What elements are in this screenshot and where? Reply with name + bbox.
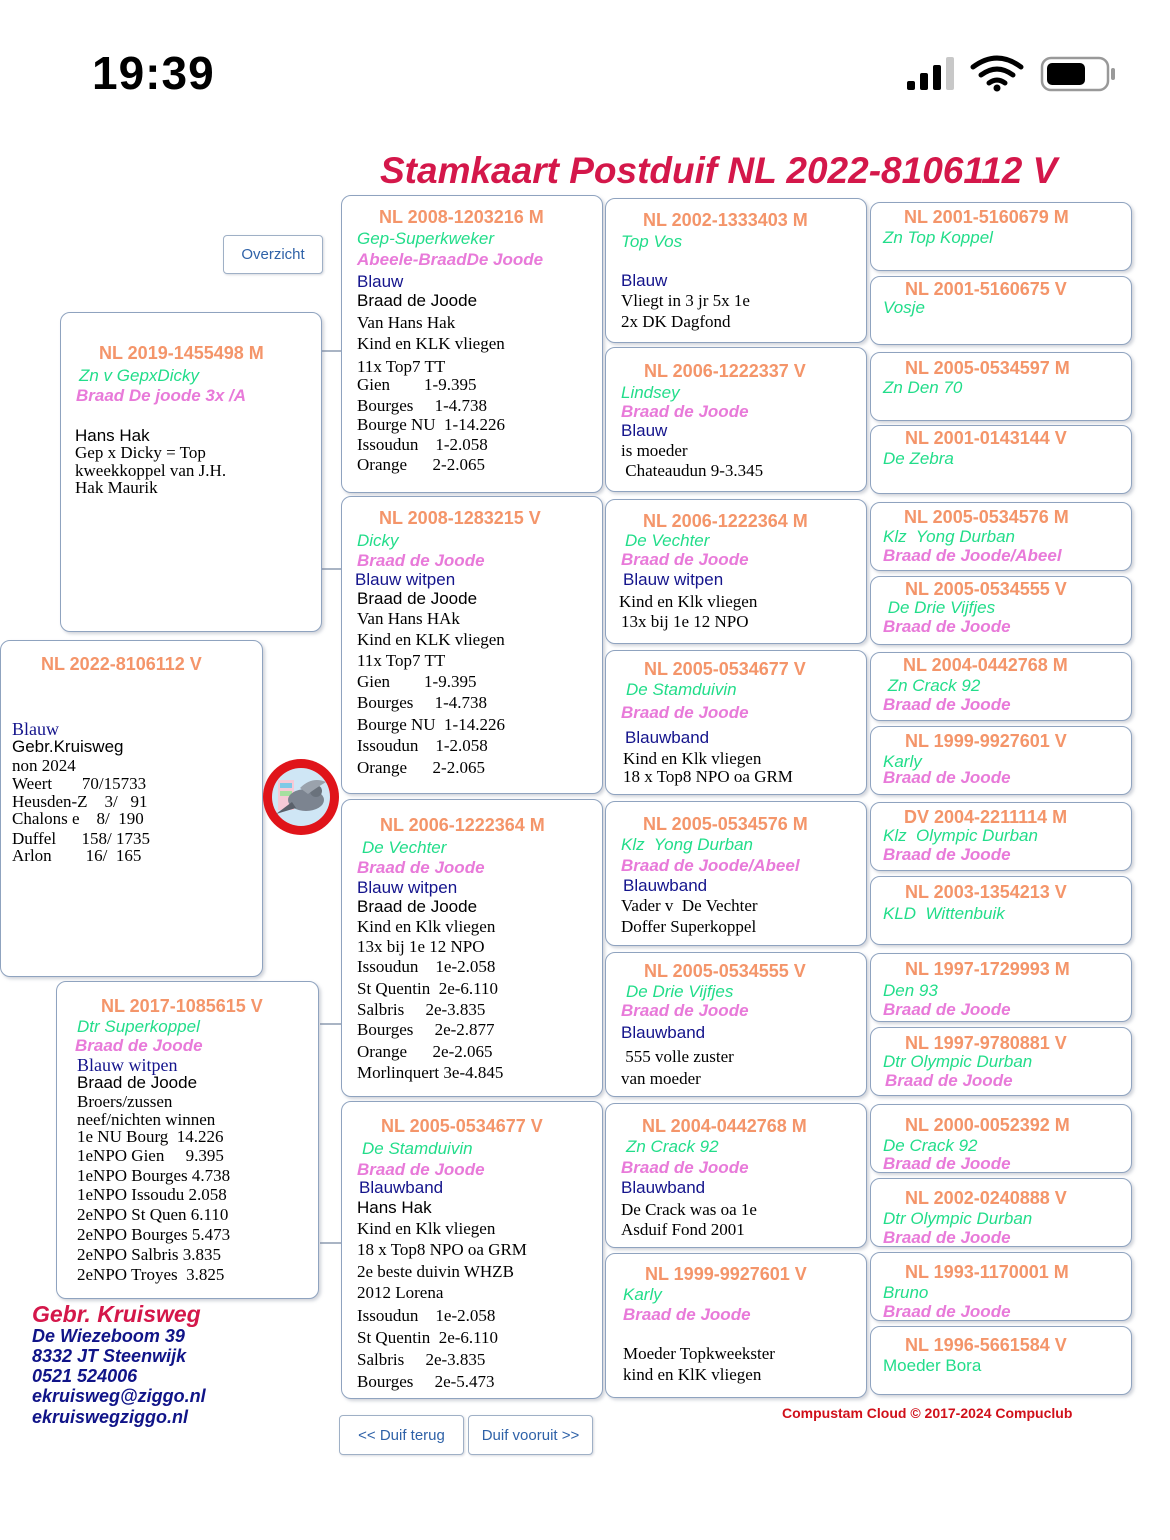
info-line: Duffel 158/ 1735 [12, 829, 151, 848]
info-line: 555 volle zuster [621, 1047, 734, 1066]
ring-number: NL 2002-0240888 V [905, 1188, 1067, 1208]
great-grandparent-card[interactable] [605, 952, 867, 1097]
pigeon-color: Blauwband [625, 728, 710, 747]
pigeon-name: Gep-Superkweker [357, 229, 495, 248]
pigeon-breeder: Braad de Joode [357, 858, 485, 877]
great-great-grandparent-card[interactable] [870, 876, 1132, 945]
great-grandparent-card[interactable] [605, 801, 867, 946]
great-great-grandparent-card[interactable] [870, 1326, 1132, 1395]
battery-icon [1042, 58, 1115, 90]
info-line: 2012 Lorena [357, 1283, 444, 1302]
info-line: Bourges 2e-5.473 [357, 1372, 495, 1391]
info-line: 11x Top7 TT [357, 651, 446, 670]
ring-number: NL 1997-9780881 V [905, 1033, 1067, 1053]
great-great-grandparent-card[interactable] [870, 1104, 1132, 1173]
info-line: Kind en Klk vliegen [623, 749, 762, 768]
great-great-grandparent-card[interactable] [870, 202, 1132, 271]
pigeon-breeder: Braad de Joode [885, 1071, 1013, 1090]
info-line: kweekkoppel van J.H. [75, 461, 227, 480]
pigeon-color: Blauw witpen [355, 570, 456, 589]
great-grandparent-card[interactable] [605, 650, 867, 795]
info-line: 1eNPO Issoudu 2.058 [77, 1185, 227, 1204]
info-line: Bourges 2e-2.877 [357, 1020, 495, 1039]
pigeon-name: De Stamduivin [626, 680, 737, 699]
pigeon-breeder: Braad de Joode/Abeel [883, 546, 1062, 565]
info-line: neef/nichten winnen [77, 1110, 216, 1129]
info-line: Issoudun 1e-2.058 [357, 957, 496, 976]
ring-number: NL 2008-1203216 M [379, 207, 544, 227]
pigeon-owner: Braad de Joode [357, 291, 478, 310]
info-line: Morlinquert 3e-4.845 [357, 1063, 504, 1082]
pigeon-owner: Braad de Joode [357, 589, 478, 608]
ring-number: NL 2005-0534555 V [644, 961, 806, 981]
ring-number: NL 2008-1283215 V [379, 508, 541, 528]
pigeon-name: Klz Yong Durban [883, 527, 1015, 546]
owner-street: De Wiezeboom 39 [32, 1326, 185, 1346]
info-line: 13x bij 1e 12 NPO [357, 937, 485, 956]
ring-number: NL 2002-1333403 M [643, 210, 808, 230]
grandparent-card[interactable] [341, 1101, 603, 1399]
info-line: 2eNPO Salbris 3.835 [77, 1245, 222, 1264]
status-time: 19:39 [92, 47, 215, 99]
ring-number: NL 2019-1455498 M [99, 343, 264, 363]
ring-number: NL 2006-1222364 M [380, 815, 545, 835]
pigeon-color: Blauw [621, 421, 668, 440]
info-line: Salbris 2e-3.835 [357, 1350, 486, 1369]
pigeon-owner: Braad de Joode [77, 1073, 198, 1092]
great-great-grandparent-card[interactable] [870, 953, 1132, 1022]
info-line: Kind en Klk vliegen [619, 592, 758, 611]
info-line: Gep x Dicky = Top [75, 443, 206, 462]
pigeon-color: Blauw [12, 719, 59, 739]
info-line: kind en KlK vliegen [623, 1365, 762, 1384]
info-line: Vader v De Vechter [621, 896, 758, 915]
pigeon-color: Blauwband [359, 1178, 444, 1197]
info-line: St Quentin 2e-6.110 [357, 979, 499, 998]
ring-number: NL 2001-0143144 V [905, 428, 1067, 448]
pigeon-name: Karly [623, 1285, 662, 1304]
ring-number: DV 2004-2211114 M [904, 807, 1068, 827]
pigeon-breeder: Braad de Joode [621, 550, 749, 569]
info-line: non 2024 [12, 756, 76, 775]
pigeon-breeder: Braad de Joode [883, 1154, 1011, 1173]
info-line: 2eNPO St Quen 6.110 [77, 1205, 229, 1224]
great-great-grandparent-card[interactable] [870, 726, 1132, 795]
info-line: Gien 1-9.395 [357, 375, 477, 394]
pigeon-breeder: Abeele-BraadDe Joode [357, 250, 544, 269]
status-icons [905, 55, 1120, 95]
pigeon-name: Dicky [357, 531, 399, 550]
pigeon-breeder: Braad de Joode [621, 703, 749, 722]
ring-number: NL 2001-5160675 V [905, 279, 1067, 299]
pigeon-name: Dtr Olympic Durban [883, 1052, 1033, 1071]
overview-button[interactable]: Overzicht [223, 235, 323, 274]
ring-number: NL 2006-1222337 V [644, 361, 806, 381]
great-great-grandparent-card[interactable] [870, 1027, 1132, 1096]
pigeon-name: Dtr Olympic Durban [883, 1209, 1033, 1228]
next-pigeon-button[interactable]: Duif vooruit >> [468, 1415, 593, 1455]
ring-number: NL 2004-0442768 M [642, 1116, 807, 1136]
info-line: 1eNPO Bourges 4.738 [77, 1166, 231, 1185]
info-line: Arlon 16/ 165 [12, 846, 142, 865]
pigeon-breeder: Braad de Joode [883, 695, 1011, 714]
pigeon-breeder: Braad de Joode [883, 617, 1011, 636]
info-line: Orange 2-2.065 [357, 455, 485, 474]
compustam-cloud-pigeon-logo [262, 758, 340, 836]
info-line: Vliegt in 3 jr 5x 1e [621, 291, 750, 310]
info-line: Van Hans Hak [357, 313, 456, 332]
ring-number: NL 1996-5661584 V [905, 1335, 1067, 1355]
owner-city: 8332 JT Steenwijk [32, 1346, 187, 1366]
ring-number: NL 2006-1222364 M [643, 511, 808, 531]
info-line: Broers/zussen [77, 1092, 173, 1111]
owner-email-link[interactable]: ekruisweg@ziggo.nl [32, 1386, 206, 1406]
info-line: 18 x Top8 NPO oa GRM [623, 767, 793, 786]
ring-number: NL 1993-1170001 M [905, 1262, 1069, 1282]
pigeon-color: Blauwband [623, 876, 708, 895]
great-grandparent-card[interactable] [605, 347, 867, 492]
pigeon-breeder: Braad de Joode [75, 1036, 203, 1055]
info-line: Issoudun 1-2.058 [357, 435, 488, 454]
great-great-grandparent-card[interactable] [870, 502, 1132, 571]
pigeon-breeder: Braad de Joode [621, 1001, 749, 1020]
great-great-grandparent-card[interactable] [870, 1252, 1132, 1321]
page-title: Stamkaart Postduif NL 2022-8106112 V [380, 150, 1058, 191]
info-line: 1e NU Bourg 14.226 [77, 1127, 224, 1146]
great-grandparent-card[interactable] [605, 1253, 867, 1398]
info-line: Van Hans HAk [357, 609, 460, 628]
ring-number: NL 2005-0534576 M [643, 814, 808, 834]
ring-number: NL 2005-0534677 V [381, 1116, 543, 1136]
ring-number: NL 1999-9927601 V [645, 1264, 807, 1284]
pigeon-owner: Hans Hak [75, 426, 150, 445]
info-line: 11x Top7 TT [357, 357, 446, 376]
pigeon-name: De Drie Vijfjes [626, 982, 734, 1001]
info-line: Orange 2e-2.065 [357, 1042, 493, 1061]
great-great-grandparent-card[interactable] [870, 802, 1132, 871]
pigeon-breeder: Braad de Joode [357, 1160, 485, 1179]
pigeon-name: De Vechter [625, 531, 710, 550]
ring-number: NL 2000-0052392 M [905, 1115, 1070, 1135]
ring-number: NL 1997-1729993 M [905, 959, 1070, 979]
grandparent-card[interactable] [341, 496, 603, 794]
info-line: Kind en KLK vliegen [357, 334, 505, 353]
info-line: is moeder [621, 441, 688, 460]
pigeon-name: Klz Olympic Durban [883, 826, 1038, 845]
previous-pigeon-button[interactable]: << Duif terug [339, 1415, 464, 1455]
info-line: Doffer Superkoppel [621, 917, 757, 936]
pigeon-breeder: Braad de Joode/Abeel [621, 856, 800, 875]
pigeon-breeder: Braad de Joode [357, 551, 485, 570]
great-great-grandparent-card[interactable] [870, 652, 1132, 721]
ring-number: NL 2003-1354213 V [905, 882, 1067, 902]
pigeon-name: De Vechter [362, 838, 447, 857]
great-grandparent-card[interactable] [605, 1103, 867, 1248]
great-great-grandparent-card[interactable] [870, 352, 1132, 421]
great-great-grandparent-card[interactable] [870, 276, 1132, 345]
great-great-grandparent-card[interactable] [870, 425, 1132, 494]
pigeon-breeder: Braad de Joode [883, 1302, 1011, 1321]
pigeon-breeder: Braad de Joode [883, 768, 1011, 787]
info-line: 2e beste duivin WHZB [357, 1262, 514, 1281]
info-line: 2eNPO Troyes 3.825 [77, 1265, 225, 1284]
info-line: Bourges 1-4.738 [357, 693, 488, 712]
pigeon-name: De Zebra [883, 449, 954, 468]
pigeon-color: Blauw [357, 272, 404, 291]
ring-number: NL 2017-1085615 V [101, 996, 263, 1016]
pigeon-name: Lindsey [621, 383, 680, 402]
pigeon-name: Zn Crack 92 [626, 1137, 719, 1156]
owner-email-secondary: ekruiswegziggo.nl [32, 1407, 189, 1427]
info-line: Kind en KLK vliegen [357, 630, 505, 649]
great-great-grandparent-card[interactable] [870, 576, 1132, 645]
pigeon-breeder: Braad de Joode [623, 1305, 751, 1324]
info-line: Kind en Klk vliegen [357, 917, 496, 936]
info-line: 18 x Top8 NPO oa GRM [357, 1240, 527, 1259]
pigeon-name: De Stamduivin [362, 1139, 473, 1158]
father-card[interactable] [60, 312, 322, 632]
pigeon-breeder: Braad de Joode [883, 1228, 1011, 1247]
pigeon-name: Vosje [883, 298, 925, 317]
grandparent-card[interactable] [341, 195, 603, 493]
pigeon-name: Bruno [883, 1283, 929, 1302]
pigeon-color: Blauw witpen [77, 1055, 178, 1075]
info-line: Weert 70/15733 [12, 774, 147, 793]
pigeon-breeder: Braad De joode 3x /A [76, 386, 247, 405]
info-line: Bourge NU 1-14.226 [357, 715, 505, 734]
info-line: Moeder Topkweekster [623, 1344, 775, 1363]
pigeon-name: Den 93 [883, 981, 938, 1000]
mother-card[interactable] [56, 981, 319, 1299]
info-line: Hak Maurik [75, 478, 158, 497]
pigeon-owner: Hans Hak [357, 1198, 432, 1217]
great-great-grandparent-card[interactable] [870, 1178, 1132, 1247]
ring-number: NL 2005-0534555 V [905, 579, 1067, 599]
info-line: Salbris 2e-3.835 [357, 1000, 486, 1019]
info-line: 13x bij 1e 12 NPO [621, 612, 749, 631]
info-line: Gien 1-9.395 [357, 672, 477, 691]
pigeon-name: Zn Top Koppel [883, 228, 993, 247]
info-line: De Crack was oa 1e [621, 1200, 757, 1219]
ring-number: NL 2001-5160679 M [904, 207, 1069, 227]
ring-number: NL 2022-8106112 V [41, 654, 202, 674]
pigeon-color: Blauw witpen [623, 570, 724, 589]
pigeon-name: KLD Wittenbuik [883, 904, 1005, 923]
info-line: Orange 2-2.065 [357, 758, 485, 777]
pigeon-color: Blauw [621, 271, 668, 290]
owner-name: Gebr. Kruisweg [32, 1301, 201, 1327]
subject-pigeon-card[interactable] [0, 640, 263, 977]
info-line: Chateaudun 9-3.345 [621, 461, 764, 480]
info-line: Kind en Klk vliegen [357, 1219, 496, 1238]
info-line: Asduif Fond 2001 [621, 1220, 745, 1239]
pigeon-color: Blauwband [621, 1023, 706, 1042]
info-line: 1eNPO Gien 9.395 [77, 1146, 224, 1165]
info-line: 2eNPO Bourges 5.473 [77, 1225, 231, 1244]
info-line: Heusden-Z 3/ 91 [12, 792, 148, 811]
pigeon-name: Top Vos [621, 232, 683, 251]
pigeon-name: Karly [883, 752, 922, 771]
ring-number: NL 2005-0534576 M [904, 507, 1069, 527]
pigeon-breeder: Braad de Joode [883, 845, 1011, 864]
info-line: Bourges 1-4.738 [357, 396, 488, 415]
ring-number: NL 2005-0534597 M [905, 358, 1070, 378]
wifi-icon [973, 58, 1021, 83]
ring-number: NL 1999-9927601 V [905, 731, 1067, 751]
pigeon-name: Zn v GepxDicky [79, 366, 199, 385]
info-line: van moeder [621, 1069, 701, 1088]
great-grandparent-card[interactable] [605, 198, 867, 343]
pigeon-owner: Gebr.Kruisweg [12, 737, 124, 756]
pigeon-color: Blauwband [621, 1178, 706, 1197]
info-line: Bourge NU 1-14.226 [357, 415, 505, 434]
pigeon-breeder: Braad de Joode [621, 402, 749, 421]
pigeon-breeder: Braad de Joode [621, 1158, 749, 1177]
signal-icon [907, 57, 954, 90]
pigeon-name: Moeder Bora [883, 1356, 982, 1375]
pigeon-name: De Drie Vijfjes [883, 598, 996, 617]
info-line: 2x DK Dagfond [621, 312, 731, 331]
pigeon-color: Blauw witpen [357, 878, 458, 897]
info-line: Issoudun 1e-2.058 [357, 1306, 496, 1325]
footer-copyright: Compustam Cloud © 2017-2024 Compuclub [782, 1405, 1073, 1421]
info-line: Chalons e 8/ 190 [12, 809, 144, 828]
info-line: Issoudun 1-2.058 [357, 736, 488, 755]
ring-number: NL 2005-0534677 V [644, 659, 806, 679]
pigeon-name: Dtr Superkoppel [77, 1017, 200, 1036]
info-line: St Quentin 2e-6.110 [357, 1328, 499, 1347]
pigeon-name: Klz Yong Durban [621, 835, 753, 854]
owner-phone: 0521 524006 [32, 1366, 138, 1386]
pigeon-name: De Crack 92 [883, 1136, 978, 1155]
pigeon-breeder: Braad de Joode [883, 1000, 1011, 1019]
pigeon-name: Zn Crack 92 [883, 676, 981, 695]
ring-number: NL 2004-0442768 M [903, 655, 1068, 675]
pigeon-owner: Braad de Joode [357, 897, 478, 916]
pigeon-name: Zn Den 70 [883, 378, 963, 397]
great-grandparent-card[interactable] [605, 499, 867, 644]
grandparent-card[interactable] [341, 799, 603, 1097]
